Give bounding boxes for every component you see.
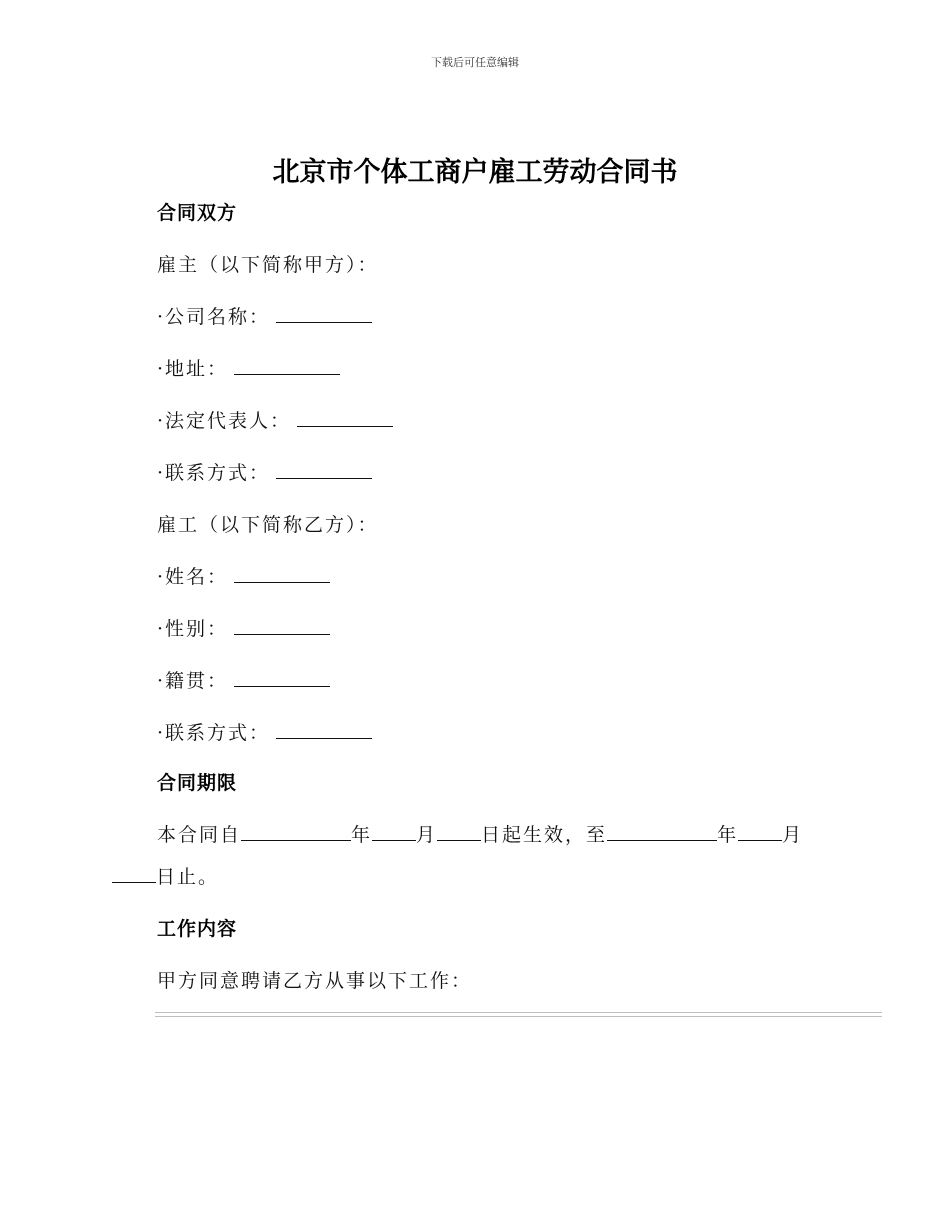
address-blank[interactable] (234, 356, 340, 375)
section-divider (155, 1012, 882, 1017)
field-label: ·地址： (157, 358, 229, 380)
start-day-blank[interactable] (437, 822, 481, 841)
employee-field-contact (157, 718, 372, 745)
work-text: 甲方同意聘请乙方从事以下工作： (157, 970, 473, 992)
term-heading: 合同期限 (157, 772, 238, 794)
parties-heading: 合同双方 (157, 202, 238, 224)
field-label: ·联系方式： (157, 462, 271, 484)
end-year-blank[interactable] (607, 822, 717, 841)
term-text: 月 (782, 824, 804, 846)
document-title: 北京市个体工商户雇工劳动合同书 (272, 157, 678, 188)
field-label: ·法定代表人： (157, 410, 292, 432)
header-note: 下载后可任意编辑 (431, 56, 519, 69)
work-heading: 工作内容 (157, 918, 238, 940)
start-month-blank[interactable] (372, 822, 416, 841)
end-day-blank[interactable] (112, 864, 156, 883)
field-label: ·性别： (157, 618, 229, 640)
field-label: ·联系方式： (157, 722, 271, 744)
term-text: 本合同自 (157, 824, 242, 846)
representative-blank[interactable] (297, 408, 393, 427)
employee-field-gender (157, 614, 330, 641)
employer-field-address (157, 354, 340, 381)
term-line-2 (112, 862, 219, 889)
term-text: 年 (351, 824, 373, 846)
origin-blank[interactable] (234, 668, 330, 687)
employer-field-contact (157, 458, 372, 485)
company-name-blank[interactable] (276, 304, 372, 323)
field-label: ·籍贯： (157, 670, 229, 692)
employer-contact-blank[interactable] (276, 460, 372, 479)
field-label: ·姓名： (157, 566, 229, 588)
employee-intro: 雇工（以下简称乙方）： (157, 514, 379, 536)
field-label: ·公司名称： (157, 306, 271, 328)
gender-blank[interactable] (234, 616, 330, 635)
start-year-blank[interactable] (241, 822, 351, 841)
term-line-1 (157, 820, 803, 847)
employee-field-name (157, 562, 330, 589)
employer-field-representative (157, 406, 393, 433)
name-blank[interactable] (234, 564, 330, 583)
employer-field-company (157, 302, 372, 329)
employee-contact-blank[interactable] (276, 720, 372, 739)
term-text: 日止。 (156, 866, 220, 888)
employer-intro: 雇主（以下简称甲方）： (157, 254, 379, 276)
term-text: 日起生效，至 (481, 824, 608, 846)
end-month-blank[interactable] (738, 822, 782, 841)
employee-field-origin (157, 666, 330, 693)
term-text: 年 (717, 824, 739, 846)
term-text: 月 (416, 824, 438, 846)
